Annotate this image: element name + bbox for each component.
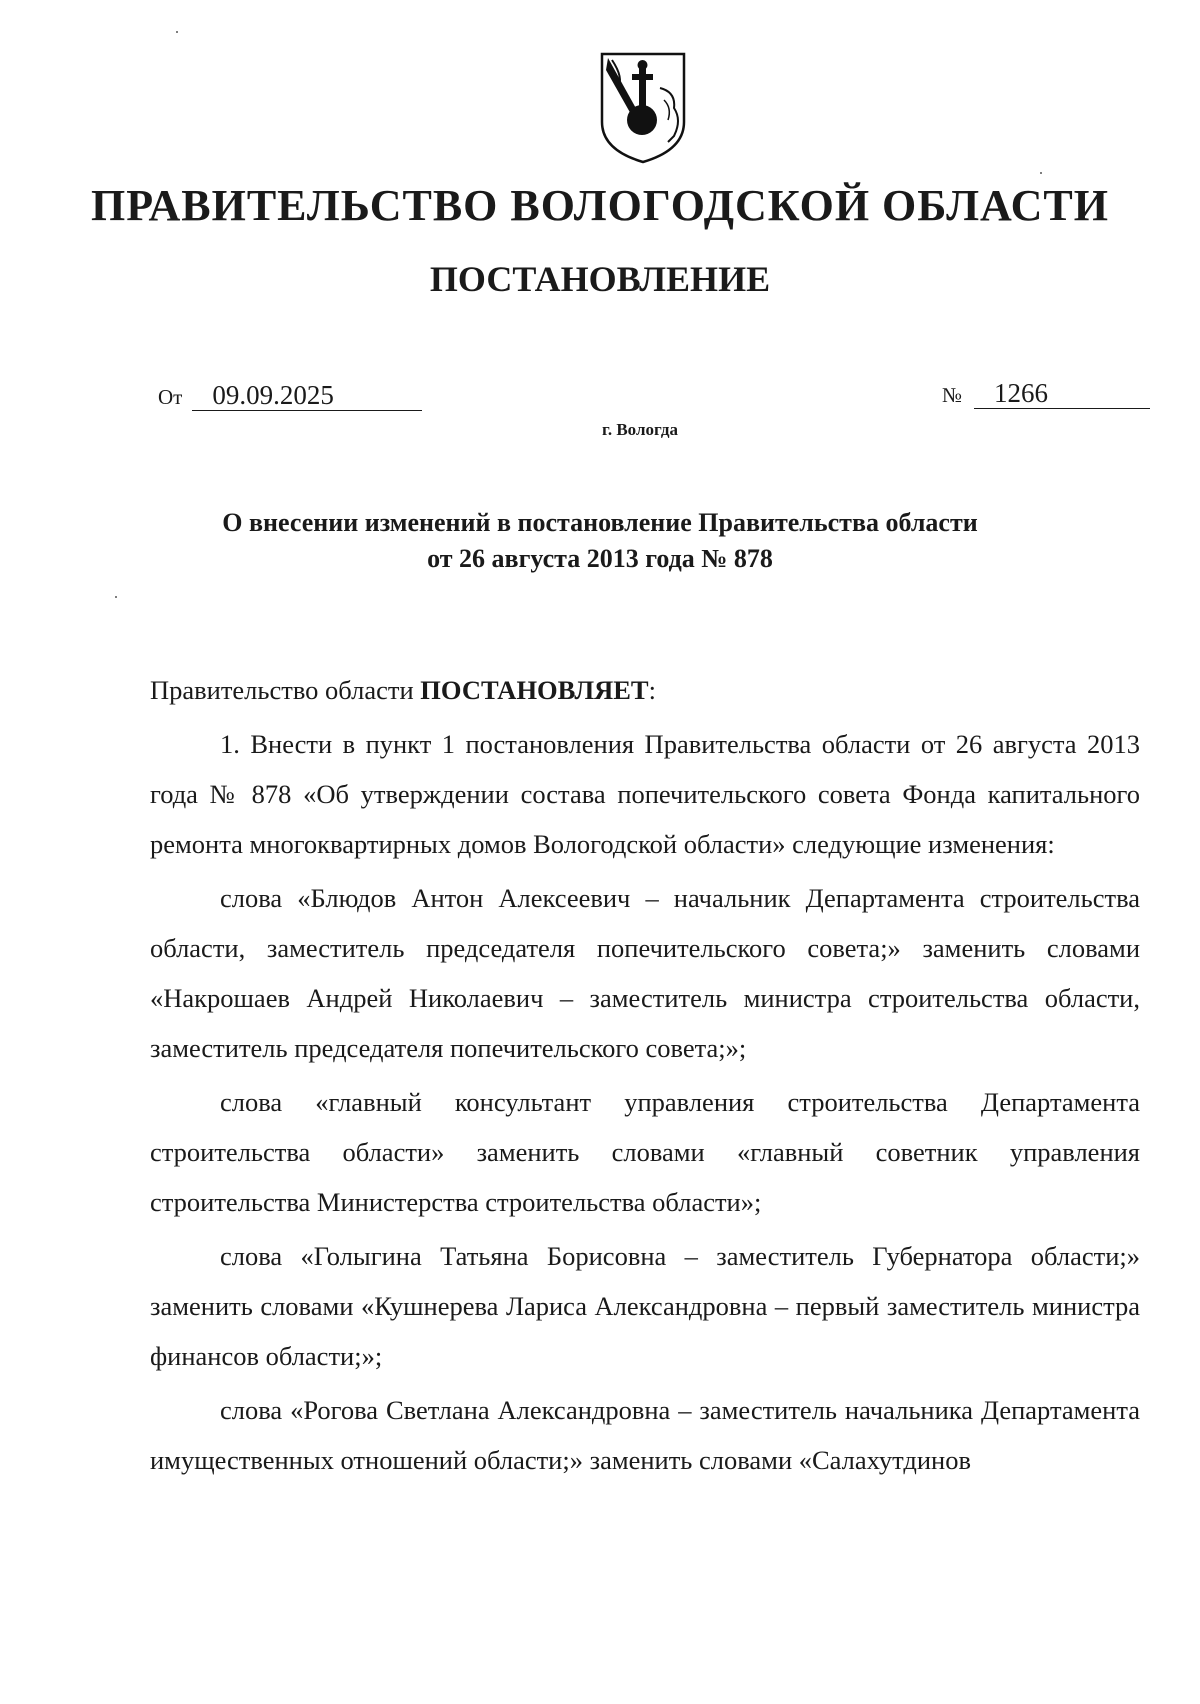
paragraph-1: 1. Внести в пункт 1 постановления Правительства области от 26 августа 2013 года № 878 «Об утверждении состава попечительского совета Фонда капитального ремонта многоквартирных домов Вологодской области» следующие изменения: <box>150 729 1140 859</box>
number-field <box>942 378 1150 409</box>
paragraph-2: слова «Блюдов Антон Алексеевич – начальник Департамента строительства области, заместитель председателя попечительского совета;» заменить словами «Накрошаев Андрей Николаевич – заместитель министра строительства области, заместитель председателя попечительского совета;»; <box>150 883 1140 1063</box>
coat-of-arms-icon <box>598 48 688 166</box>
document-date: 09.09.2025 <box>192 380 422 411</box>
scan-speck <box>176 31 178 33</box>
date-prefix: От <box>158 385 183 409</box>
subject-line-1: О внесении изменений в постановление Правительства области <box>222 508 978 537</box>
document-subject <box>150 505 1050 577</box>
paragraph-3: слова «главный консультант управления строительства Департамента строительства области» заменить словами «главный советник управления строительства Министерства строительства области»; <box>150 1087 1140 1217</box>
date-field <box>158 380 422 411</box>
document-type: ПОСТАНОВЛЕНИЕ <box>429 259 771 299</box>
preamble-suffix: : <box>648 675 656 705</box>
number-prefix: № <box>942 383 963 407</box>
preamble-text: Правительство области <box>150 675 421 705</box>
subject-line-2: от 26 августа 2013 года № 878 <box>427 544 773 573</box>
paragraph-4: слова «Голыгина Татьяна Борисовна – заместитель Губернатора области;» заменить словами «Кушнерева Лариса Александровна – первый заместитель министра финансов области;»; <box>150 1241 1140 1371</box>
city: г. Вологда <box>602 420 678 439</box>
preamble <box>150 665 1140 715</box>
document-number: 1266 <box>974 378 1150 409</box>
paragraph-5: слова «Рогова Светлана Александровна – заместитель начальника Департамента имущественных отношений области;» заменить словами «Салахутдинов <box>150 1395 1140 1475</box>
document-body <box>150 665 1140 1485</box>
scan-speck <box>1040 172 1042 174</box>
organization-title: ПРАВИТЕЛЬСТВО ВОЛОГОДСКОЙ ОБЛАСТИ <box>91 181 1109 230</box>
preamble-keyword: ПОСТАНОВЛЯЕТ <box>420 675 649 705</box>
scan-speck <box>115 596 117 598</box>
